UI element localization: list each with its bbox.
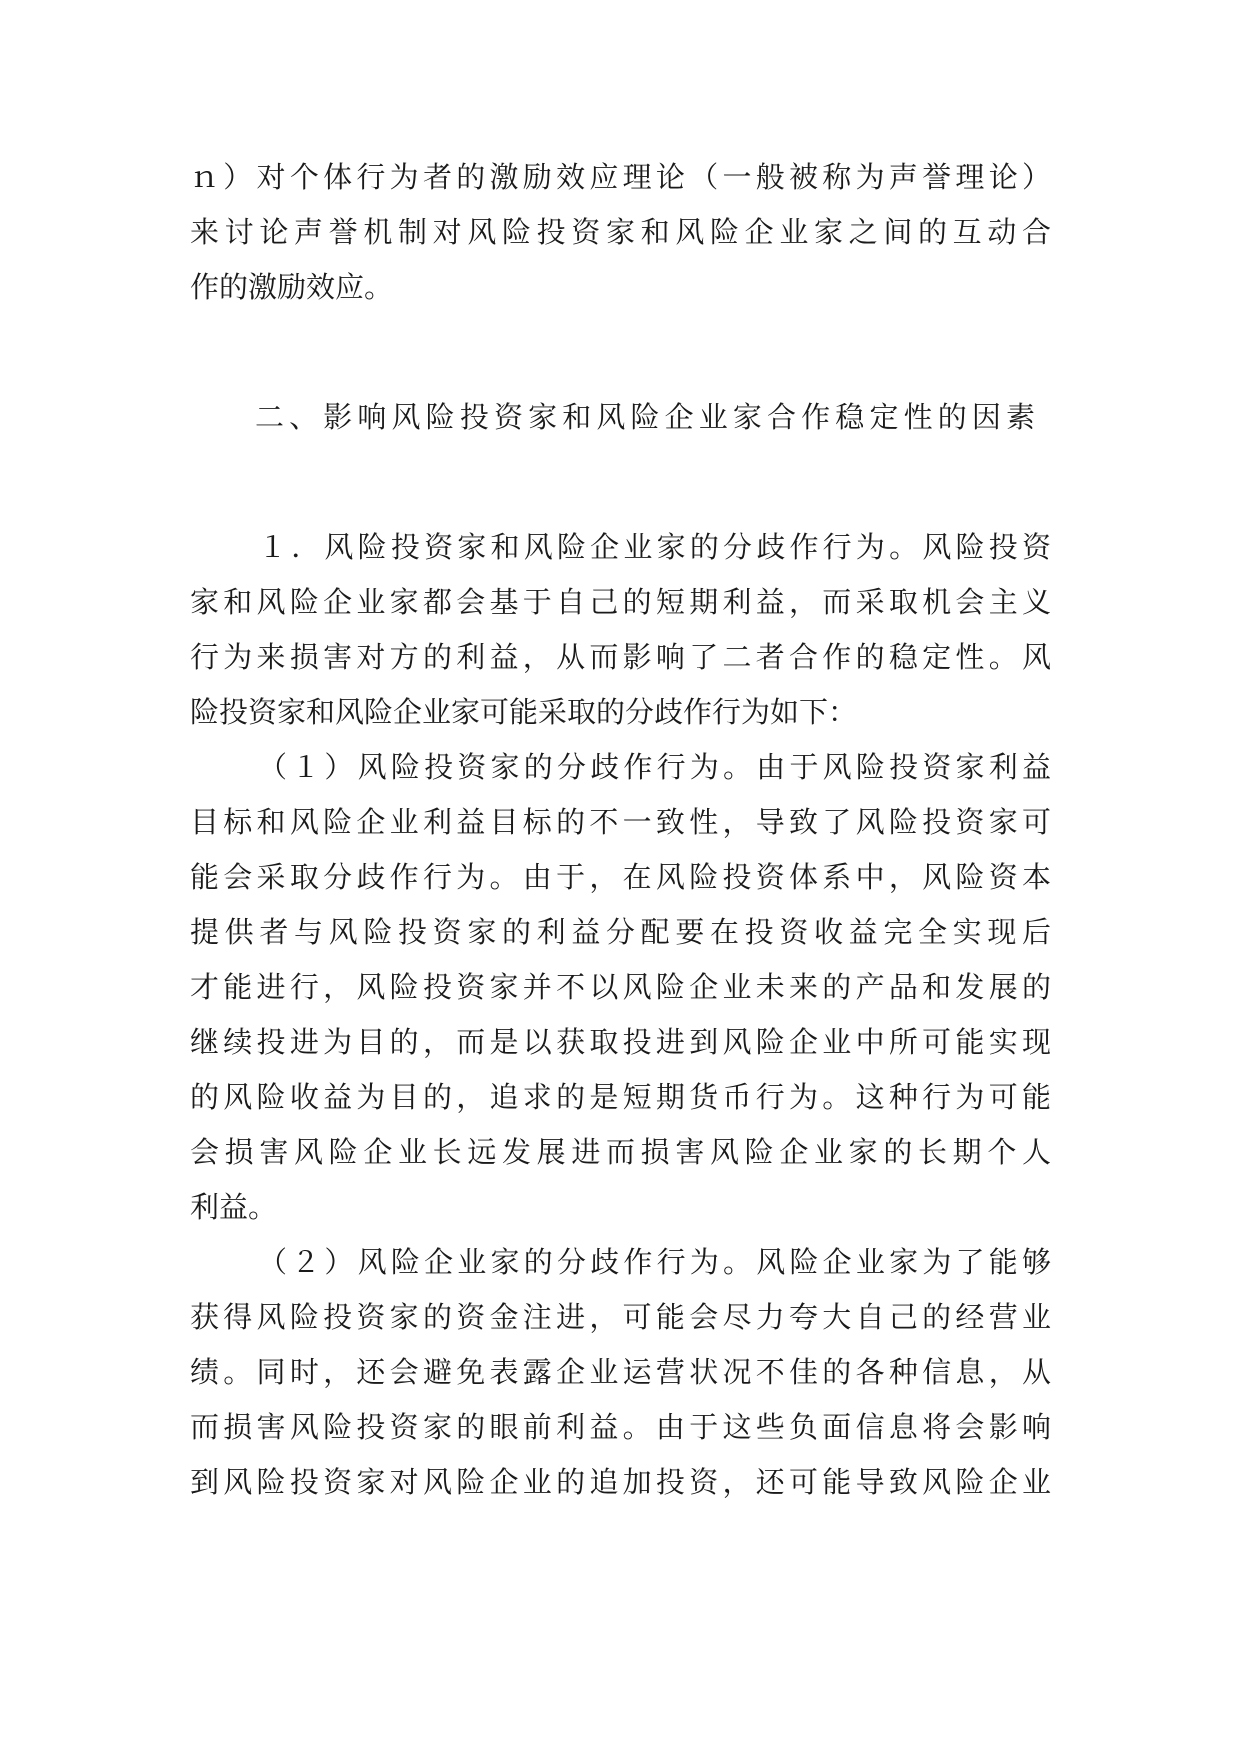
para2-line-3: 能会采取分歧作行为。由于，在风险投资体系中，风险资本 bbox=[190, 860, 1051, 894]
para3-line-2: 获得风险投资家的资金注进，可能会尽力夸大自己的经营业 bbox=[190, 1300, 1051, 1334]
para3-line-3: 绩。同时，还会避免表露企业运营状况不佳的各种信息，从 bbox=[190, 1355, 1051, 1389]
para3-line-1: （２）风险企业家的分歧作行为。风险企业家为了能够 bbox=[258, 1245, 1051, 1279]
para2-line-5: 才能进行，风险投资家并不以风险企业未来的产品和发展的 bbox=[190, 970, 1051, 1004]
section-heading: 二、影响风险投资家和风险企业家合作稳定性的因素 bbox=[255, 400, 1035, 434]
para2-line-6: 继续投进为目的，而是以获取投进到风险企业中所可能实现 bbox=[190, 1025, 1051, 1059]
para2-line-4: 提供者与风险投资家的利益分配要在投资收益完全实现后 bbox=[190, 915, 1051, 949]
para3-line-4: 而损害风险投资家的眼前利益。由于这些负面信息将会影响 bbox=[190, 1410, 1051, 1444]
para2-line-8: 会损害风险企业长远发展进而损害风险企业家的长期个人 bbox=[190, 1135, 1051, 1169]
para2-line-9: 利益。 bbox=[190, 1190, 278, 1224]
para1-line-3: 行为来损害对方的利益，从而影响了二者合作的稳定性。风 bbox=[190, 640, 1051, 674]
para2-line-2: 目标和风险企业利益目标的不一致性，导致了风险投资家可 bbox=[190, 805, 1051, 839]
para2-line-7: 的风险收益为目的，追求的是短期货币行为。这种行为可能 bbox=[190, 1080, 1051, 1114]
para1-line-2: 家和风险企业家都会基于自己的短期利益，而采取机会主义 bbox=[190, 585, 1051, 619]
para1-line-1: １．风险投资家和风险企业家的分歧作行为。风险投资 bbox=[258, 530, 1051, 564]
para2-line-1: （１）风险投资家的分歧作行为。由于风险投资家利益 bbox=[258, 750, 1051, 784]
para3-line-5: 到风险投资家对风险企业的追加投资，还可能导致风险企业 bbox=[190, 1465, 1051, 1499]
intro-line-1: ｎ）对个体行为者的激励效应理论（一般被称为声誉理论） bbox=[190, 160, 1051, 194]
para1-line-4: 险投资家和风险企业家可能采取的分歧作行为如下： bbox=[190, 695, 858, 729]
intro-line-3: 作的激励效应。 bbox=[190, 270, 394, 304]
intro-line-2: 来讨论声誉机制对风险投资家和风险企业家之间的互动合 bbox=[190, 215, 1051, 249]
